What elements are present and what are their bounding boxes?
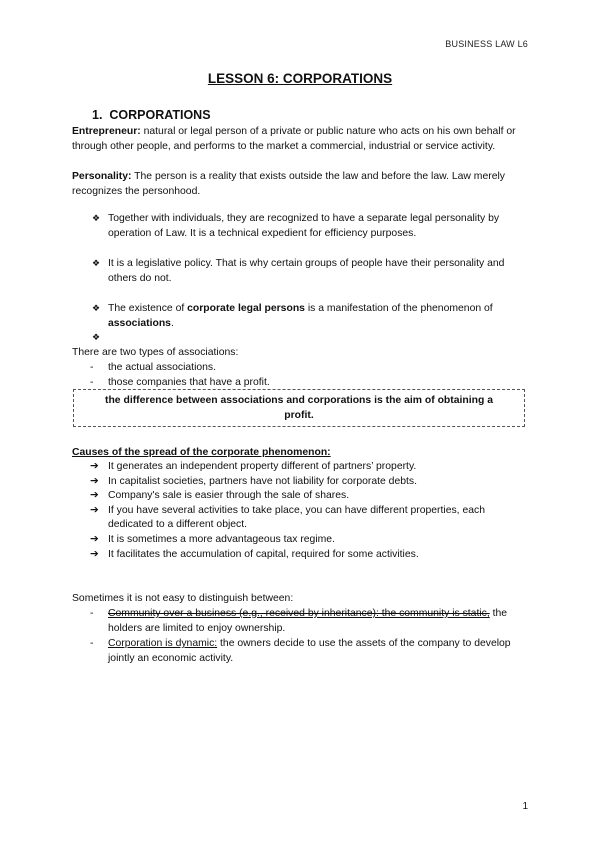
definition-personality — [72, 170, 528, 199]
diamond-bullet-icon: ❖ — [92, 333, 101, 343]
page-number: 1 — [522, 801, 528, 812]
list-item-text: It facilitates the accumulation of capital, required for some activities. — [108, 548, 419, 560]
list-item — [90, 548, 530, 563]
types-intro: There are two types of associations: — [72, 347, 239, 358]
definition-text: The person is a reality that exists outside the law and before the law. Law merely recognizes the personhood. — [72, 171, 505, 197]
underlined-phrase: Community over a business (e.g., received by inheritance): the community is static, — [108, 608, 490, 619]
list-item-text: those companies that have a profit. — [108, 377, 270, 388]
bold-term: associations — [108, 317, 171, 329]
list-item-text: the actual associations. — [108, 362, 217, 373]
arrow-icon: ➔ — [90, 504, 99, 516]
bullet-text: The existence of corporate legal persons is a manifestation of the phenomenon of associations. — [108, 303, 493, 329]
callout-box: the difference between associations and corporations is the aim of obtaining a profit. — [73, 389, 525, 427]
bullet-text: Together with individuals, they are recognized to have a separate legal personality by operation of Law. It is a technical expedient for efficiency purposes. — [108, 213, 500, 239]
bold-term: corporate legal persons — [187, 303, 305, 314]
list-item-text: In capitalist societies, partners have not liability for corporate debts. — [108, 475, 417, 487]
causes-heading: Causes of the spread of the corporate phenomenon: — [72, 447, 331, 458]
dash-bullet: - — [90, 362, 94, 373]
dash-bullet: - — [90, 638, 94, 649]
section-number: 1. — [92, 108, 103, 122]
list-item — [90, 489, 530, 504]
lesson-title: LESSON 6: CORPORATIONS — [207, 71, 393, 86]
arrow-icon: ➔ — [90, 533, 99, 545]
list-item — [90, 460, 530, 475]
definition-term: Entrepreneur: — [72, 126, 141, 137]
bullet-text: It is a legislative policy. That is why certain groups of people have their personality and others do not. — [108, 258, 505, 284]
diamond-bullet-icon: ❖ — [92, 214, 101, 224]
list-item-text: Company's sale is easier through the sale of shares. — [108, 490, 350, 502]
definition-term: Personality: — [72, 171, 132, 182]
arrow-icon: ➔ — [90, 461, 99, 472]
causes-list — [90, 460, 530, 562]
distinguish-intro: Sometimes it is not easy to distinguish between: — [72, 593, 294, 604]
list-item — [90, 475, 530, 490]
arrow-icon: ➔ — [90, 548, 99, 560]
diamond-bullet-icon: ❖ — [92, 259, 101, 269]
section-heading — [92, 108, 211, 123]
arrow-icon: ➔ — [90, 490, 99, 502]
page-header: BUSINESS LAW L6 — [445, 39, 528, 49]
list-item — [90, 533, 530, 548]
dash-bullet: - — [90, 608, 94, 619]
definition-entrepreneur — [72, 125, 528, 154]
list-item-text: It generates an independent property different of partners’ property. — [108, 461, 417, 472]
list-item — [90, 504, 530, 533]
list-item-text: If you have several activities to take place, you can have different properties, each dedicated to a different object. — [108, 504, 485, 531]
definition-text: natural or legal person of a private or public nature who acts on his own behalf or through other people, and performs to the market a commercial, industrial or service activity. — [72, 126, 516, 152]
section-title: CORPORATIONS — [109, 108, 211, 122]
list-item-text: It is sometimes a more advantageous tax regime. — [108, 533, 335, 545]
diamond-bullet-icon: ❖ — [92, 304, 101, 314]
arrow-icon: ➔ — [90, 475, 99, 487]
underlined-phrase: Corporation is dynamic: — [108, 638, 218, 649]
list-item-text: Community over a business (e.g., received by inheritance): the community is static, the holders are limited to enjoy ownership. — [108, 608, 508, 634]
list-item-text: Corporation is dynamic: the owners decide to use the assets of the company to develop jointly an economic activity. — [108, 638, 511, 664]
dash-bullet: - — [90, 377, 94, 388]
